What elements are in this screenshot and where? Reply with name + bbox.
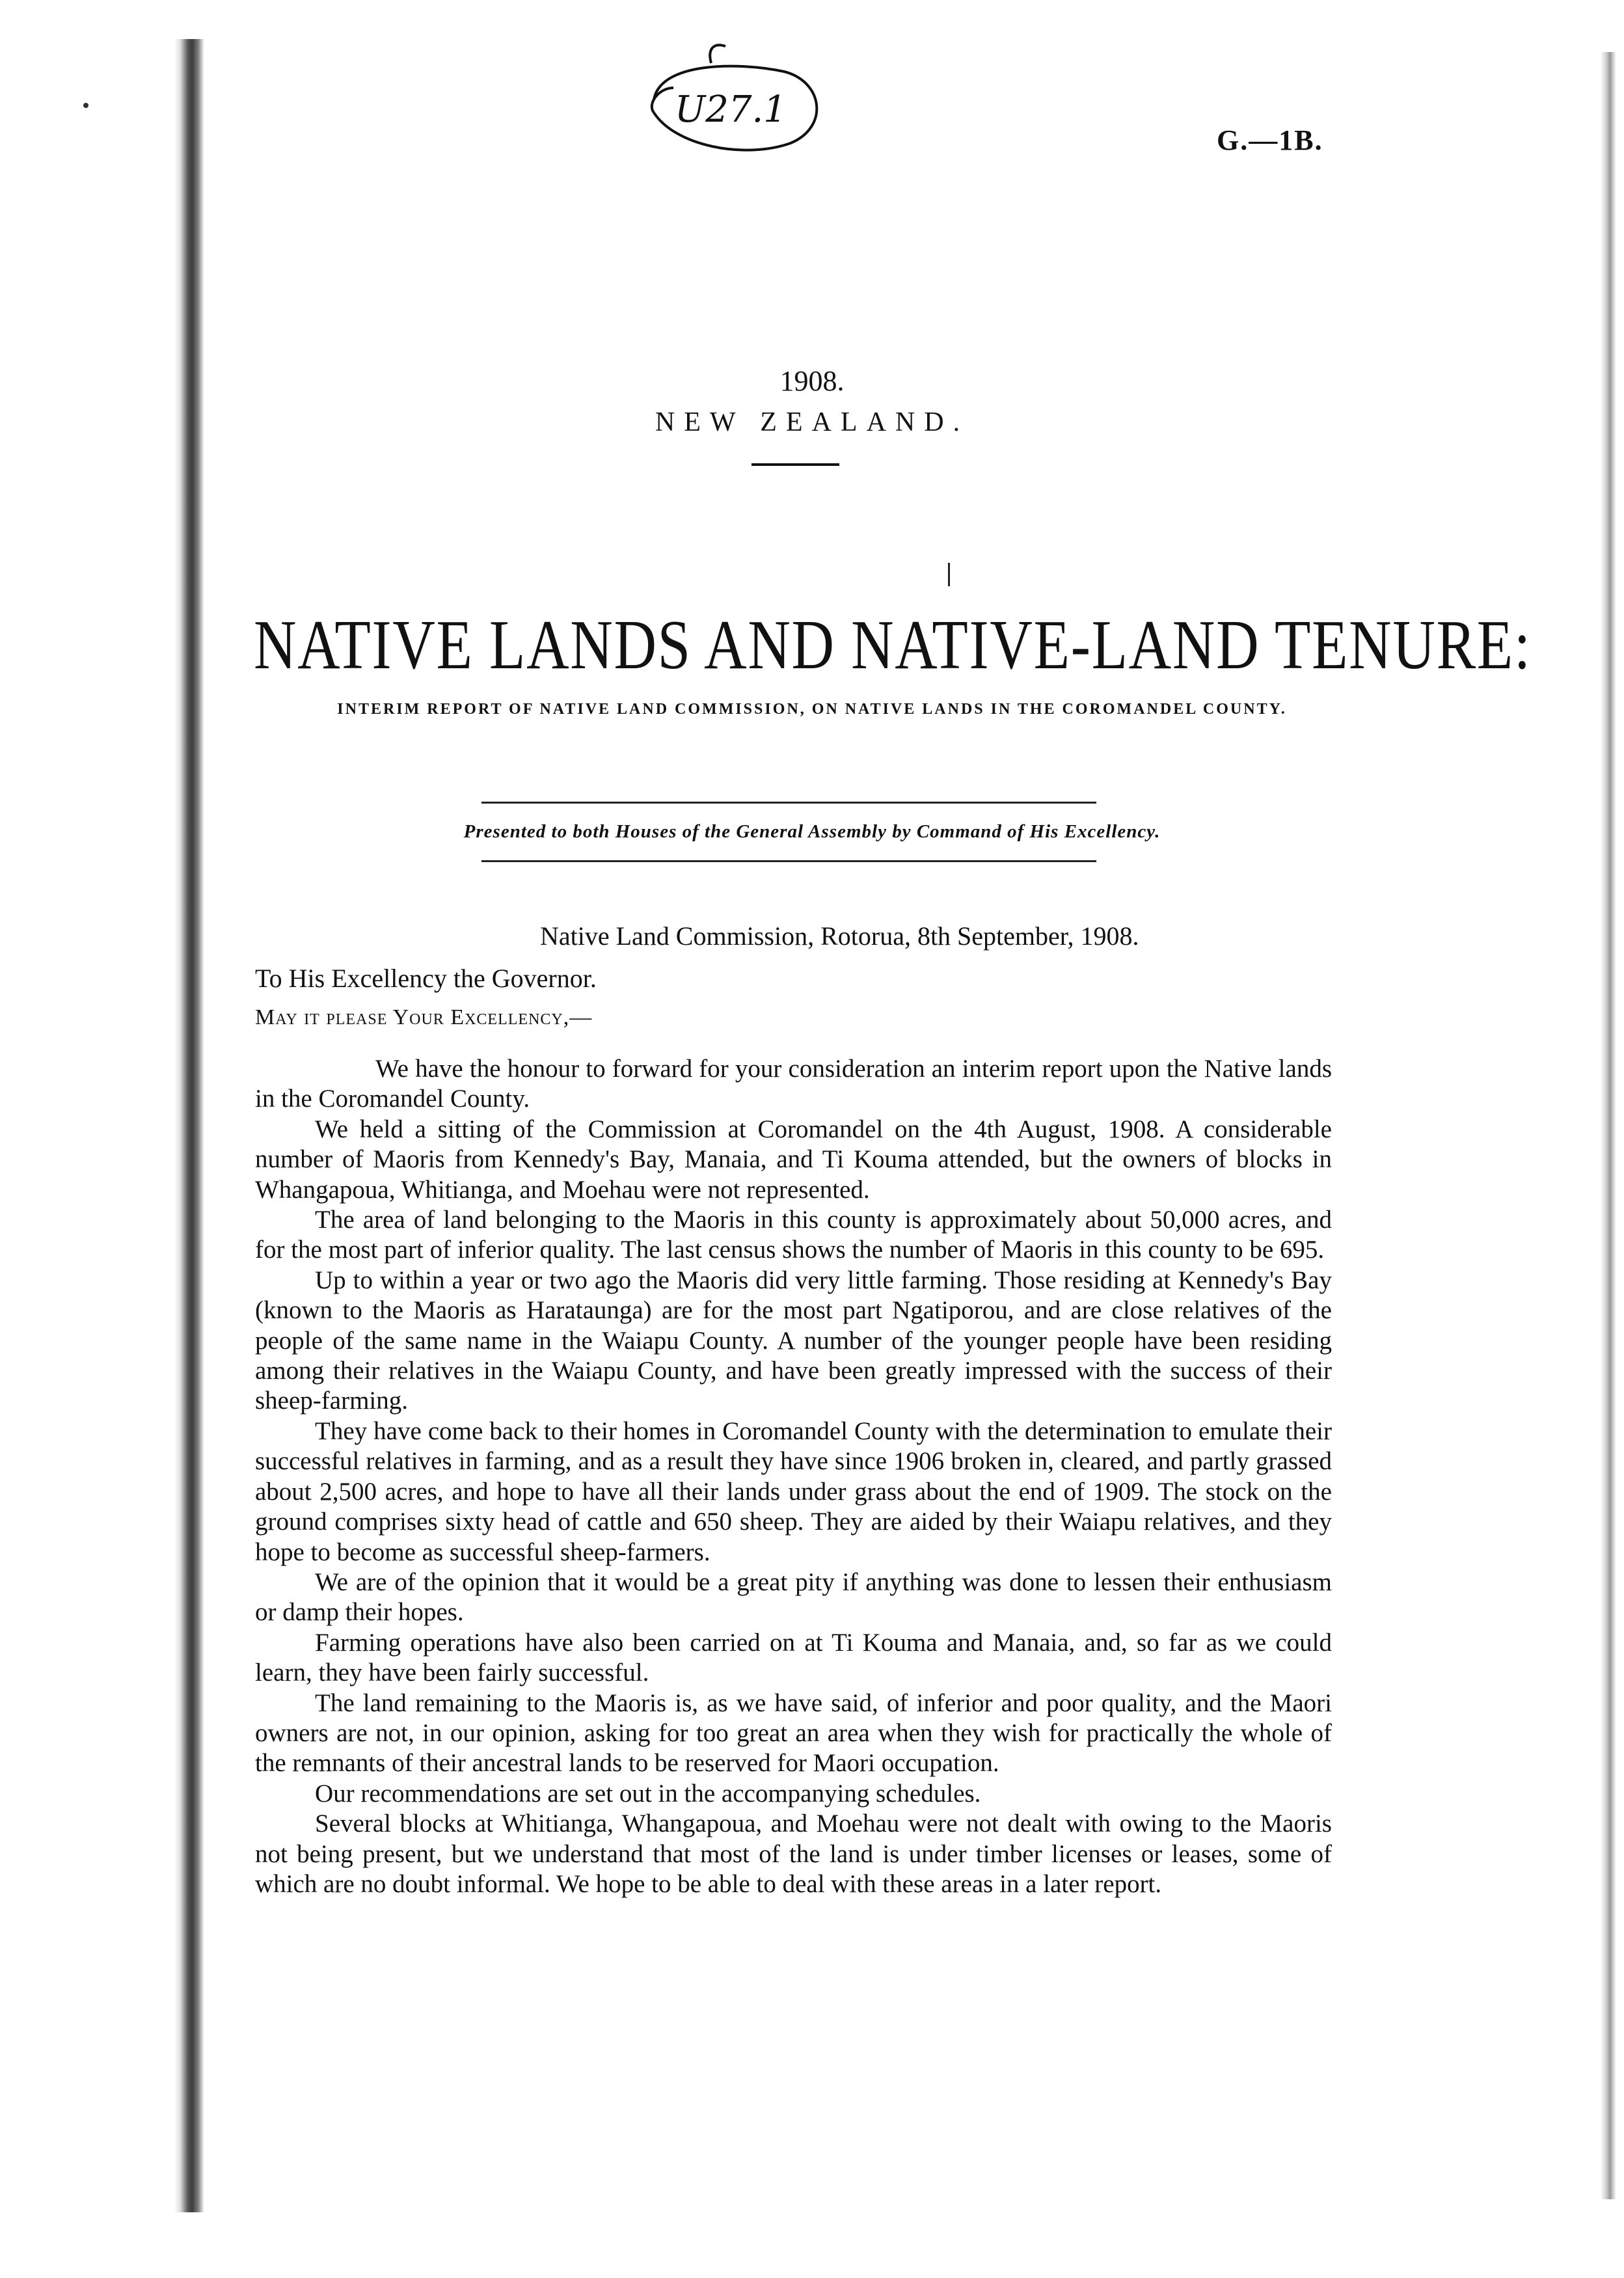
paragraph: We have the honour to forward for your consideration an interim report upon the Native lands in the Coromandel County. [255, 1055, 1332, 1113]
paragraph: Our recommendations are set out in the accompanying schedules. [315, 1779, 981, 1808]
presented-line: Presented to both Houses of the General Assembly by Command of His Excellency. [463, 821, 1161, 842]
paragraph: Several blocks at Whitianga, Whangapoua, and Moehau were not dealt with owing to the Maoris not being present, but we understand that most of the land is under timber licenses or leases, some of which are no doubt informal. We hope to be able to deal with these areas in a later report. [255, 1810, 1332, 1898]
document-subtitle: INTERIM REPORT OF NATIVE LAND COMMISSION, ON NATIVE LANDS IN THE COROMANDEL COUNTY. [337, 701, 1287, 718]
letter-salutation: May it please Your Excellency,— [255, 1005, 593, 1029]
handwritten-stamp [634, 36, 830, 159]
paragraph: We are of the opinion that it would be a great pity if anything was done to lessen their enthusiasm or damp their hopes. [255, 1567, 1332, 1627]
paragraph: The land remaining to the Maoris is, as we have said, of inferior and poor quality, and the Maori owners are not, in our opinion, asking for too great an area when they wish for practically the whole of the remnants of their ancestral lands to be reserved for Maori occupation. [255, 1688, 1332, 1778]
paragraph: Up to within a year or two ago the Maoris did very little farming. Those residing at Kennedy's Bay (known to the Maoris as Harataunga) are for the most part Ngatiporou, and are close relatives of the people of the same name in the Waiapu County. A number of the younger people have been residing among their relatives in the Waiapu County, and have been greatly impressed with the success of their sheep-farming. [255, 1266, 1332, 1415]
paragraph: They have come back to their homes in Coromandel County with the determination to emulate their successful relatives in farming, and as a result they have since 1906 broken in, cleared, and partly grassed about 2,500 acres, and hope to have all their lands under grass about the end of 1909. The stock on the ground comprises sixty head of cattle and 650 sheep. They are aided by their Waiapu relatives, and they hope to become as successful sheep-farmers. [255, 1417, 1332, 1566]
document-year: 1908. [779, 365, 845, 397]
paragraph: Farming operations have also been carried on at Ti Kouma and Manaia, and, so far as we could learn, they have been fairly successful. [255, 1628, 1332, 1687]
scan-mark [948, 563, 950, 586]
paragraph: The area of land belonging to the Maoris in this county is approximately about 50,000 acres, and for the most part of inferior quality. The last census shows the number of Maoris in this county to be 695. [255, 1206, 1332, 1264]
stamp-text: U27.1 [675, 88, 787, 131]
letter-place-date: Native Land Commission, Rotorua, 8th September, 1908. [540, 921, 1139, 951]
heading-divider [751, 463, 839, 466]
paragraph: We held a sitting of the Commission at Coromandel on the 4th August, 1908. A considerable number of Maoris from Kennedy's Bay, Manaia, and Ti Kouma attended, but the owners of blocks in Whangapoua, Whitianga, and Moehau were not represented. [255, 1115, 1332, 1204]
document-title: NATIVE LANDS AND NATIVE-LAND TENURE: [254, 606, 1532, 684]
scan-speck [83, 103, 88, 108]
stamp-hook [710, 45, 725, 63]
letter-addressee: To His Excellency the Governor. [255, 964, 597, 993]
country-heading: NEW ZEALAND. [655, 407, 969, 437]
letter-body [255, 1054, 1332, 1899]
presented-rule-bottom [481, 860, 1096, 862]
document-code: G.—1B. [1217, 124, 1323, 156]
presented-rule-top [481, 802, 1096, 804]
